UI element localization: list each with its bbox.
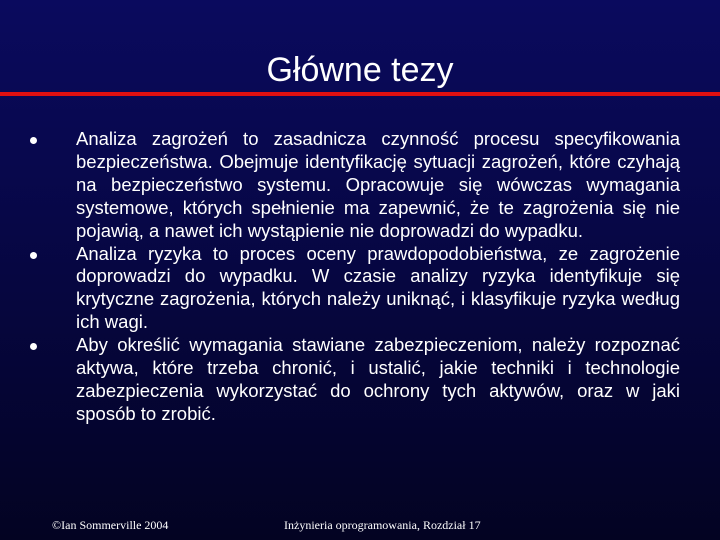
bullet-text: Analiza ryzyka to proces oceny prawdopodobieństwa, ze zagrożenie doprowadzi do wypadku. W czasie analizy ryzyka identyfikuje się krytyczne zagrożenia, których należy uniknąć, i klasyfikuje ryzyka według ich wagi. (76, 242, 680, 333)
bullet-list (30, 128, 680, 426)
bullet-item (30, 334, 680, 426)
bullet-dot-icon (30, 343, 37, 350)
slide-title: Główne tezy (266, 51, 454, 89)
bullet-dot-icon (30, 252, 37, 259)
title-divider (0, 92, 720, 96)
footer-copyright: ©Ian Sommerville 2004 (52, 518, 169, 532)
bullet-text: Aby określić wymagania stawiane zabezpieczeniom, należy rozpoznać aktywa, które trzeba chronić, i ustalić, jakie techniki i technologie zabezpieczenia wykorzystać do ochrony tych aktywów, oraz w jaki sposób to zrobić. (76, 334, 680, 424)
bullet-item (30, 128, 680, 243)
bullet-item (30, 243, 680, 335)
bullet-dot-icon (30, 137, 37, 144)
footer-chapter: Inżynieria oprogramowania, Rozdział 17 (284, 518, 481, 532)
bullet-text: Analiza zagrożeń to zasadnicza czynność procesu specyfikowania bezpieczeństwa. Obejmuje identyfikację sytuacji zagrożeń, które czyhają na bezpieczeństwo systemu. Opracowuje się wówczas wymagania systemowe, których spełnienie ma zapewnić, że te zagrożenia się nie pojawią, a nawet ich wystąpienie nie doprowadzi do wypadku. (76, 128, 680, 241)
